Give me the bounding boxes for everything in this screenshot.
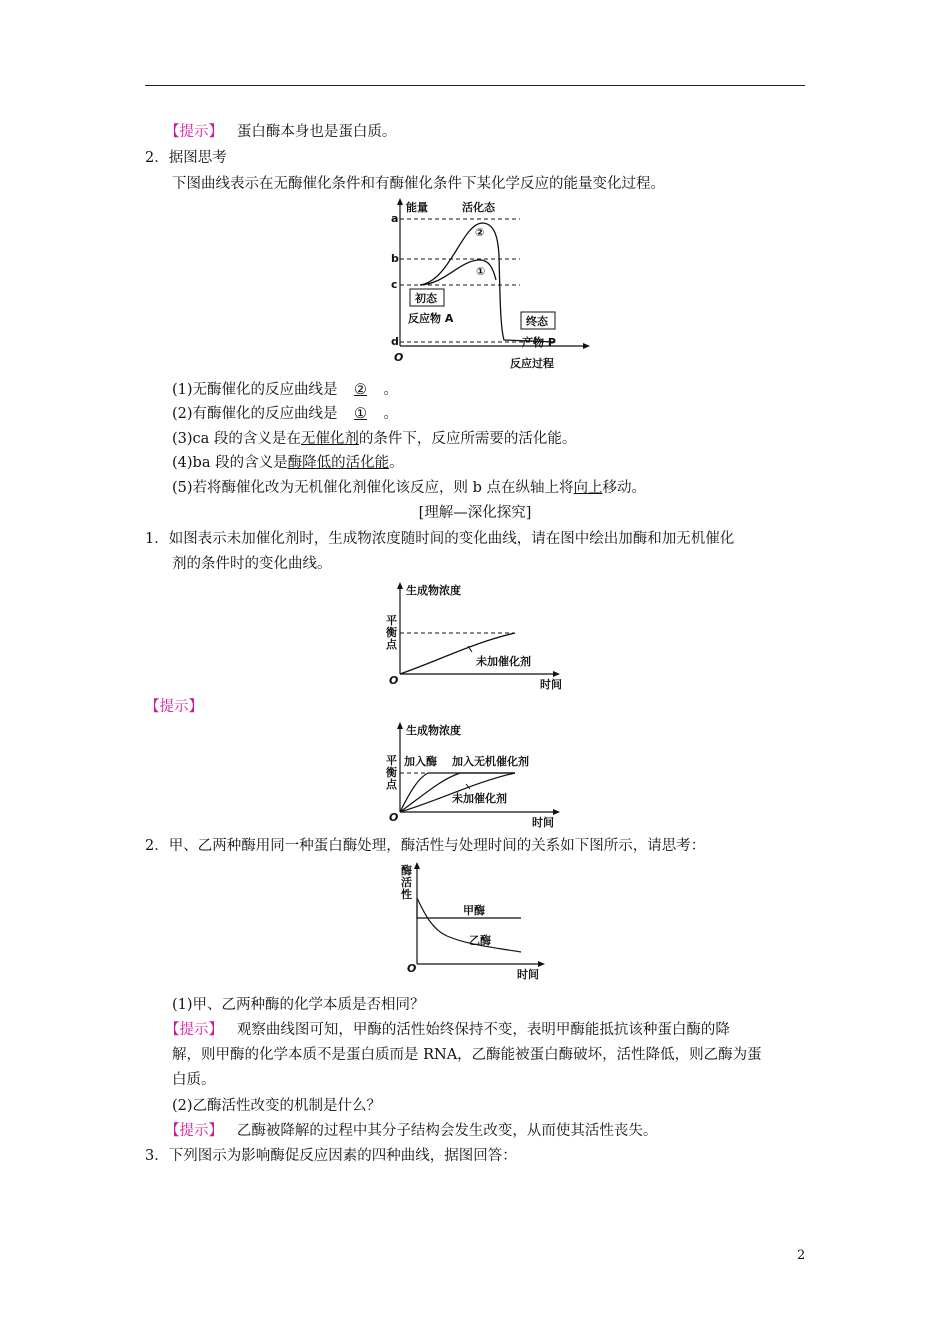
reactant-label: 反应物 A <box>408 312 454 325</box>
tick-a: a <box>391 212 399 225</box>
answer-5: 向上 <box>573 480 603 496</box>
inorganic-curve-label: 加入无机催化剂 <box>452 755 529 768</box>
x-axis-label: 时间 <box>540 678 562 691</box>
curve-2-label: ② <box>475 226 485 239</box>
tip-label-2: 【提示】 <box>145 699 203 715</box>
y-label-2: 活 <box>401 876 412 889</box>
tip-text: 蛋白酶本身也是蛋白质。 <box>236 124 397 140</box>
tip-label: 【提示】 <box>165 1022 223 1038</box>
item-2: (2)有酶催化的反应曲线是 ① 。 <box>172 406 399 422</box>
section-heading: [理解—深化探究] <box>418 505 532 521</box>
y-label-2: 衡 <box>386 626 397 639</box>
tip-label: 【提示】 <box>165 1123 223 1139</box>
problem-1-line-1: 1．如图表示未加催化剂时，生成物浓度随时间的变化曲线，请在图中绘出加酶和加无机催化 <box>145 531 735 547</box>
origin: O <box>407 962 417 975</box>
problem-2: 2．甲、乙两种酶用同一种蛋白酶处理，酶活性与处理时间的关系如下图所示，请思考： <box>145 838 706 854</box>
y-label-3: 性 <box>401 888 412 901</box>
tick-c: c <box>391 278 398 291</box>
page-number: 2 <box>797 1248 806 1263</box>
x-axis-label: 反应过程 <box>510 357 554 370</box>
answer-4: 酶降低的活化能 <box>287 455 390 471</box>
enzyme-curve-label: 加入酶 <box>404 755 437 768</box>
tip-2-1-line-1: 【提示】 观察曲线图可知，甲酶的活性始终保持不变，表明甲酶能抵抗该种蛋白酶的降 <box>165 1022 730 1038</box>
tip-1 <box>165 122 396 142</box>
y-label-3: 点 <box>386 638 397 651</box>
tip-2-1-line-3: 白质。 <box>172 1072 216 1088</box>
item-5: (5)若将酶催化改为无机催化剂催化该反应，则 b 点在纵轴上将向上移动。 <box>172 480 647 496</box>
energy-diagram <box>380 196 600 376</box>
tip-2-2: 【提示】 乙酶被降解的过程中其分子结构会发生改变，从而使其活性丧失。 <box>165 1123 658 1139</box>
no-catalyst-curve-label: 未加催化剂 <box>452 792 507 805</box>
concentration-chart <box>380 580 580 692</box>
answer-1: ② <box>354 382 368 398</box>
y-axis-label: 生成物浓度 <box>406 584 461 597</box>
problem-3: 3．下列图示为影响酶促反应因素的四种曲线，据图回答： <box>145 1148 517 1164</box>
item-3: (3)ca 段的含义是在无催化剂的条件下，反应所需要的活化能。 <box>172 431 577 447</box>
curve-label: 未加催化剂 <box>476 655 531 668</box>
answer-2: ① <box>354 406 368 422</box>
y-label-1: 平 <box>386 614 397 627</box>
enzyme-b-label: 乙酶 <box>469 934 491 947</box>
peak-label: 活化态 <box>462 201 495 214</box>
enzyme-a-label: 甲酶 <box>463 904 485 917</box>
curve-1-label: ① <box>476 265 486 278</box>
y-label-2: 衡 <box>386 766 397 779</box>
tip-label: 【提示】 <box>165 124 223 140</box>
question-2-heading: 2．据图思考 <box>145 150 227 166</box>
tip-2-1-line-2: 解，则甲酶的化学本质不是蛋白质而是 RNA，乙酶能被蛋白酶破坏，活性降低，则乙酶为蛋 <box>172 1047 762 1063</box>
y-label-1: 酶 <box>401 864 412 877</box>
x-axis-label: 时间 <box>517 968 539 981</box>
enzyme-activity-chart <box>395 860 555 984</box>
product-label: 产物 P <box>522 336 556 349</box>
subquestion-2-2: (2)乙酶活性改变的机制是什么？ <box>172 1098 382 1114</box>
y-label-1: 平 <box>386 754 397 767</box>
final-state-box: 终态 <box>526 315 548 328</box>
origin: O <box>389 811 399 824</box>
initial-state-box: 初态 <box>415 292 437 305</box>
concentration-chart-answer <box>380 720 580 832</box>
y-axis-label: 生成物浓度 <box>406 724 461 737</box>
y-label-3: 点 <box>386 778 397 791</box>
problem-1-line-2: 剂的条件时的变化曲线。 <box>172 556 332 572</box>
subquestion-2-1: (1)甲、乙两种酶的化学本质是否相同？ <box>172 997 425 1013</box>
item-1: (1)无酶催化的反应曲线是 ② 。 <box>172 382 399 398</box>
header-rule <box>145 85 805 86</box>
origin: O <box>389 674 399 687</box>
tick-d: d <box>391 335 399 348</box>
y-axis-label: 能量 <box>406 201 428 214</box>
origin: O <box>394 351 404 364</box>
answer-3: 无催化剂 <box>300 431 359 447</box>
tick-b: b <box>391 252 399 265</box>
question-2-description: 下图曲线表示在无酶催化条件和有酶催化条件下某化学反应的能量变化过程。 <box>172 176 665 192</box>
x-axis-label: 时间 <box>532 816 554 829</box>
item-4: (4)ba 段的含义是酶降低的活化能。 <box>172 455 404 471</box>
